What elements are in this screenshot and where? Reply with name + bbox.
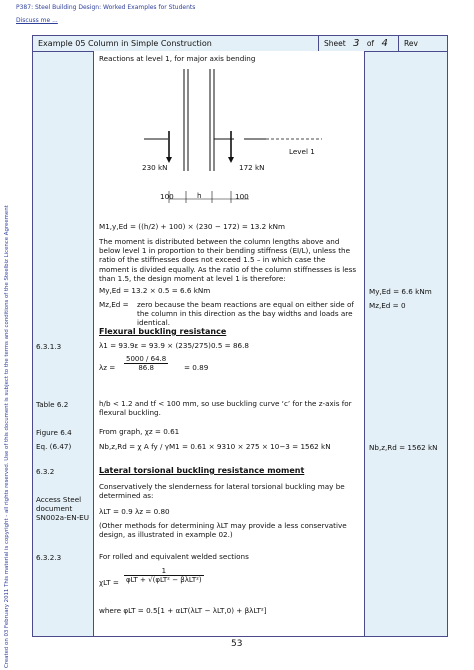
result-my: My,Ed = 6.6 kNm [369,287,432,296]
lambda-fraction [124,355,168,372]
dim-right-label: 100 [235,192,249,201]
copyright-text: Created on 03 February 2011 This material is copyright - all rights reserved. Use of this document is subject to the terms and conditions of the Steelbiz Licence Agreement [4,205,10,668]
ref-table-62: Table 6.2 [36,400,69,409]
dimension-diagram [94,189,364,213]
lambda1-equation: λ1 = 93.9ε = 93.9 × (235/275)0.5 = 86.8 [99,341,249,350]
reaction-diagram [94,61,364,181]
main-content [93,51,365,636]
reference-column [33,51,93,636]
phi-lt-equation: where φLT = 0.5[1 + αLT(λLT − λLT,0) + βλLT²] [99,606,267,615]
sheet-number: 3 [353,38,360,49]
ref-clause-6313: 6.3.1.3 [36,342,62,351]
lambda-result: = 0.89 [184,363,209,372]
rolled-sections-text: For rolled and equivalent welded sections [99,552,249,561]
nb-equation: Nb,z,Rd = χ A fy / γM1 = 0.61 × 9310 × 275 × 10−3 = 1562 kN [99,442,331,451]
copyright-side-note [4,205,16,668]
ref-clause-6323: 6.3.2.3 [36,553,62,562]
stiffness-paragraph: The moment is distributed between the column lengths above and below level 1 in proportion to their bending stiffness (EI/L), unless the ratio of the stiffnesses does not exceed 1.5 – in which case the moment is divided equally. As the ratio of the column stiffnesses is less than 1.5, the design moment at level 1 is therefore: [99,237,357,283]
sheet-label: Sheet [324,39,346,48]
mz-explanation: zero because the beam reactions are equal on either side of the column in this direction as the bay widths and loads are identical. [137,300,354,328]
lambda-fraction-denominator: 86.8 [138,364,154,372]
sheet-total: 4 [381,38,388,49]
document-header: P387: Steel Building Design: Worked Examples for Students [16,4,196,11]
worked-example-sheet [32,35,448,637]
heading-flexural-buckling: Flexural buckling resistance [99,327,227,336]
mz-label: Mz,Ed = [99,300,129,309]
diagram-caption: Reactions at level 1, for major axis bending [99,54,256,63]
other-methods-paragraph: (Other methods for determining λLT may provide a less conservative design, as illustrated in example 02.) [99,521,347,540]
ref-access-steel: Access Steel document SN002a-EN-EU [36,495,89,522]
ref-eq-647: Eq. (6.47) [36,442,72,451]
discuss-link[interactable]: Discuss me ... [16,17,58,24]
chi-equation: From graph, χz = 0.61 [99,427,180,436]
level-label: Level 1 [289,147,315,156]
example-title: Example 05 Column in Simple Construction [33,36,319,51]
ltb-paragraph: Conservatively the slenderness for lateral torsional buckling may be determined as: [99,482,345,501]
chi-lt-numerator: 1 [124,567,204,576]
sheet-info [319,36,399,51]
title-bar [33,36,447,52]
buckling-curve-text: h/b < 1.2 and tf < 100 mm, so use buckling curve ‘c’ for the z-axis for flexural buckling. [99,399,352,418]
lambda-fraction-numerator: 5000 / 64.8 [126,355,167,363]
ltb-equation: λLT = 0.9 λz = 0.80 [99,507,170,516]
result-nb: Nb,z,Rd = 1562 kN [369,443,438,452]
of-label: of [366,39,375,48]
chi-lt-fraction [124,567,204,584]
dim-mid-label: h [197,191,202,200]
right-load-label: 172 kN [239,163,265,172]
arrow-right-head [228,157,234,163]
page-number: 53 [231,639,243,649]
rev-label: Rev [404,39,418,48]
ref-clause-632: 6.3.2 [36,467,55,476]
my-equation: My,Ed = 13.2 × 0.5 = 6.6 kNm [99,286,211,295]
dim-left-label: 100 [160,192,174,201]
moment-equation: M1,y,Ed = ((h/2) + 100) × (230 − 172) = 13.2 kNm [99,222,286,231]
chi-lt-denominator: φLT + √(φLT² − βλLT²) [126,576,202,584]
results-column [365,51,447,636]
ref-figure-64: Figure 6.4 [36,428,72,437]
left-load-label: 230 kN [142,163,168,172]
lambda-bar-lhs: λz = [99,363,116,372]
result-mz: Mz,Ed = 0 [369,301,406,310]
heading-lateral-torsional: Lateral torsional buckling resistance moment [99,466,305,475]
chi-lt-lhs: χLT = [99,578,119,587]
